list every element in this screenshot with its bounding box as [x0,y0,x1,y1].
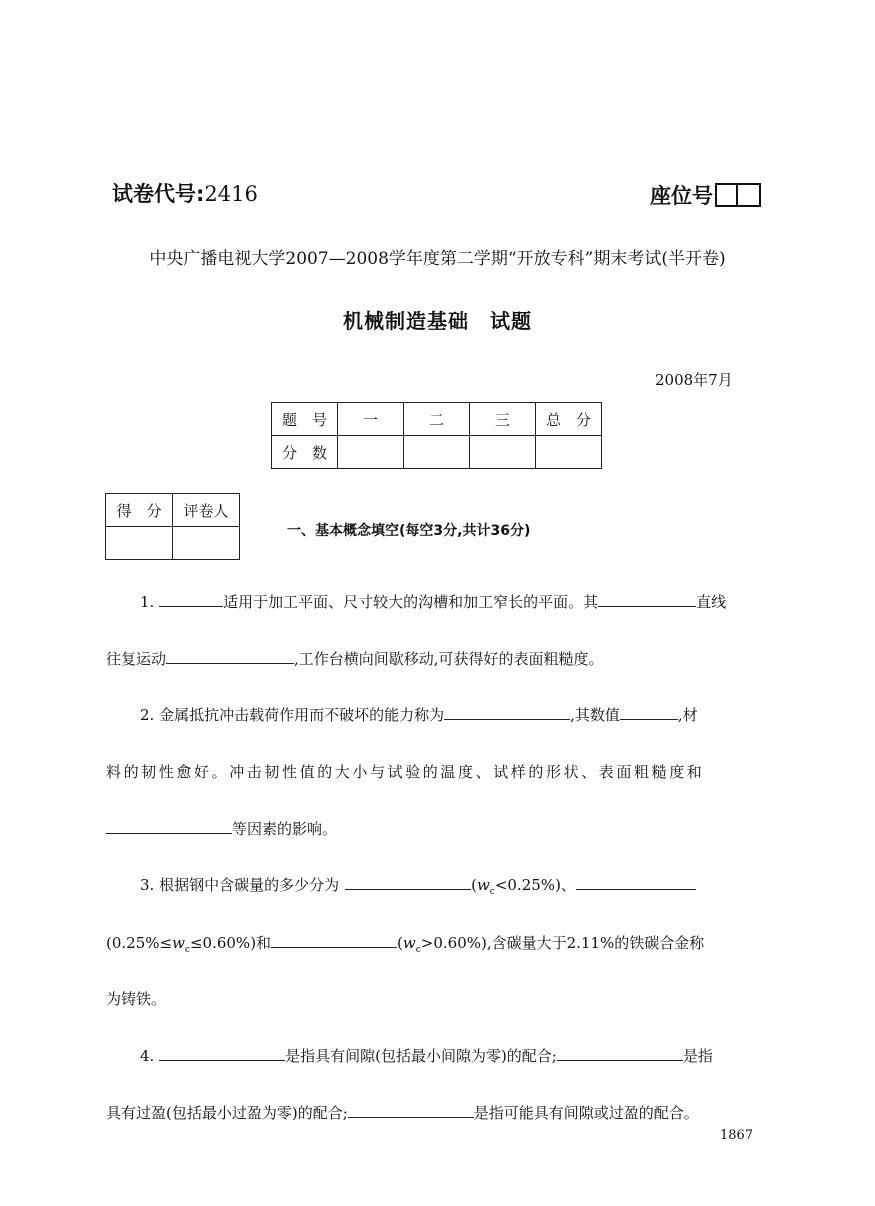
exam-date: 2008年7月 [655,371,733,389]
paper-code [112,178,258,208]
q1-text-d: ,工作台横向间歇移动,可获得好的表面粗糙度。 [294,650,604,668]
q2-text-a: 2. 金属抵抗冲击载荷作用而不破坏的能力称为 [140,706,445,724]
q3-line1 [106,873,771,897]
paper-code-label: 试卷代号: [112,182,205,206]
section1-title: 一、基本概念填空(每空3分,共计36分) [287,523,531,539]
score-header-cell: 三 [470,403,536,436]
grader-table [105,493,240,560]
seat-number [650,180,761,210]
q2-text-d: 等因素的影响。 [232,820,338,838]
answer-blank [345,873,471,890]
answer-blank [159,1044,285,1061]
q4-line1 [106,1044,771,1066]
exam-title: 中央广播电视大学2007—2008学年度第二学期“开放专科”期末考试(半开卷) [149,249,726,269]
q3-paren: ( [471,876,477,894]
paper-code-value: 2416 [204,182,258,206]
q2-line3 [106,817,771,839]
score-header-cell: 二 [404,403,470,436]
answer-blank [557,1044,683,1061]
q3-text-c1: (0.25%≤ [106,934,173,952]
q3-paren: ( [397,934,403,952]
score-row-label: 分 数 [272,436,338,469]
q3-text-c2: ≤0.60%)和 [189,934,272,952]
answer-blank [159,590,223,607]
q2-text-b: ,其数值 [570,706,620,724]
seat-box-1 [715,183,738,207]
score-table [271,402,602,469]
score-cell [470,436,536,469]
q4-text-a: 是指具有间隙(包括最小间隙为零)的配合; [285,1047,557,1065]
q3-text-a: 3. 根据钢中含碳量的多少分为 [140,876,340,894]
q3-text-b: <0.25%)、 [494,876,576,894]
q1-text-b: 直线 [696,593,727,611]
q1-line1 [106,590,771,612]
q4-text-b: 是指 [682,1047,713,1065]
q3-w-symbol: w [402,934,416,952]
seat-boxes [715,183,761,207]
q3-text-d2: >0.60%),含碳量大于2.11%的铁碳合金称 [420,934,705,952]
q4-number: 4. [140,1047,155,1065]
grader-cell [173,527,240,560]
q3-w-sub: c [184,945,190,955]
seat-box-2 [738,183,761,207]
q1-number: 1. [140,593,155,611]
q3-w-sub: c [489,887,495,897]
score-cell [338,436,404,469]
grader-header-grader: 评卷人 [173,494,240,527]
score-header-cell: 题 号 [272,403,338,436]
course-title: 机械制造基础 试题 [343,309,532,333]
q2-line2: 料的韧性愈好。冲击韧性值的大小与试验的温度、试样的形状、表面粗糙度和 [106,763,705,781]
answer-blank [598,590,696,607]
q3-line3: 为铸铁。 [106,990,167,1008]
q3-w-symbol: w [476,876,490,894]
q1-text-c: 往复运动 [106,650,167,668]
page-number: 1867 [720,1128,754,1143]
q1-line2 [106,647,771,669]
answer-blank [576,873,696,890]
q4-line2 [106,1101,771,1123]
q3-w-sub: c [415,945,421,955]
answer-blank [444,703,570,720]
q2-text-c: ,材 [677,706,698,724]
q4-text-d: 是指可能具有间隙或过盈的配合。 [473,1104,699,1122]
q2-line1 [106,703,771,725]
answer-blank [166,647,294,664]
q1-text-a: 适用于加工平面、尺寸较大的沟槽和加工窄长的平面。其 [223,593,599,611]
score-table-header-row [272,403,602,436]
q3-w-symbol: w [172,934,185,952]
q4-text-c: 具有过盈(包括最小过盈为零)的配合; [106,1104,348,1122]
grader-header-score: 得 分 [106,494,173,527]
answer-blank [106,817,232,834]
answer-blank [620,703,678,720]
answer-blank [271,931,397,948]
score-table-value-row [272,436,602,469]
score-cell [536,436,602,469]
grader-cell [106,527,173,560]
q3-line2 [106,931,771,955]
score-cell [404,436,470,469]
answer-blank [348,1101,474,1118]
score-header-cell: 总 分 [536,403,602,436]
score-header-cell: 一 [338,403,404,436]
seat-label: 座位号 [650,184,713,208]
